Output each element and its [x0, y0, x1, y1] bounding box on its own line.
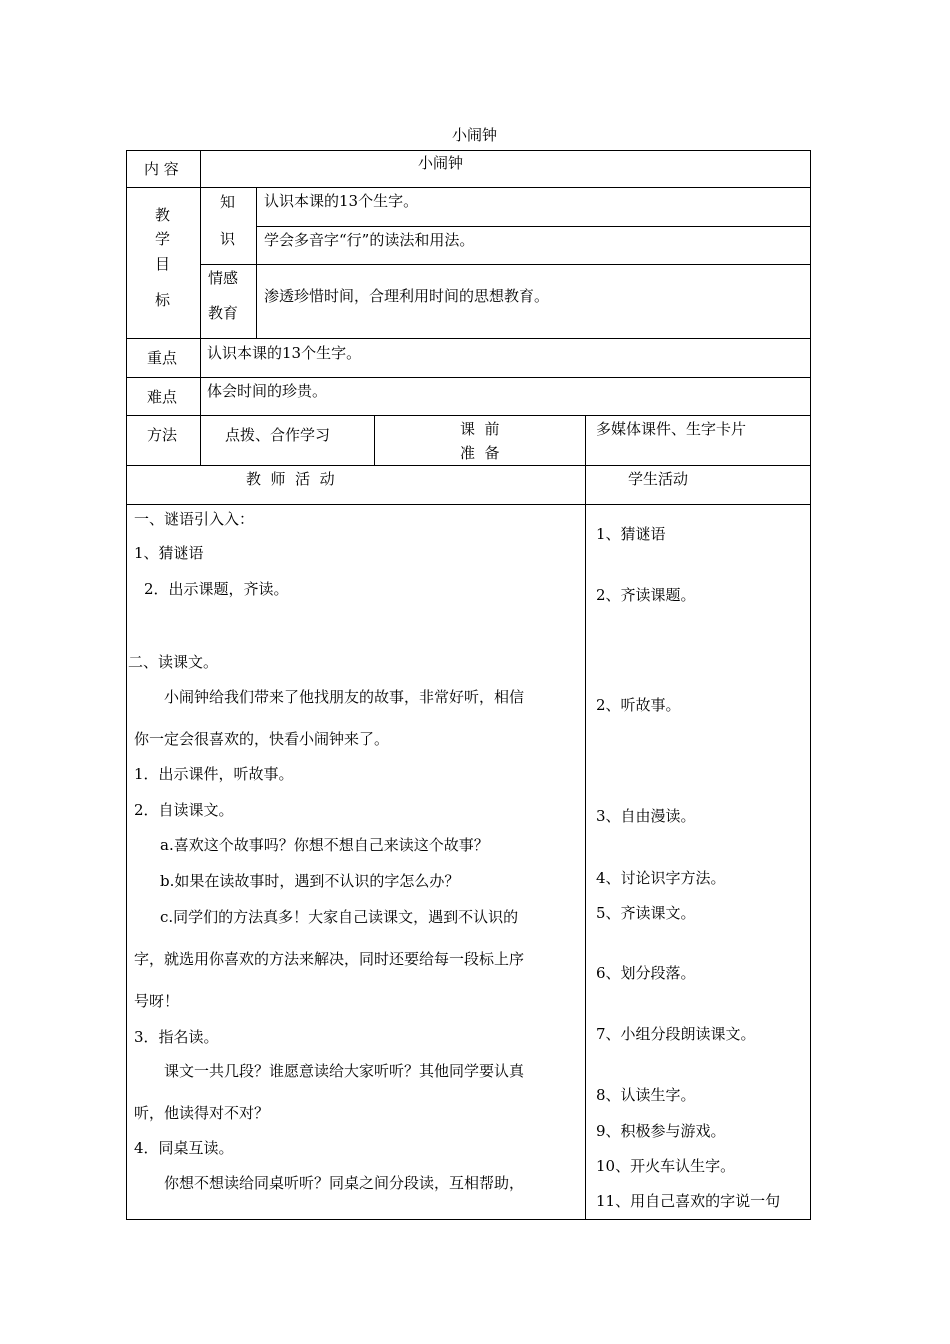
difficult-value: 体会时间的珍贵。	[207, 382, 328, 400]
teacher-line: 3．指名读。	[134, 1028, 219, 1046]
knowledge-item-2: 学会多音字“行”的读法和用法。	[264, 231, 475, 249]
teacher-line: b.如果在读故事时，遇到不认识的字怎么办？	[160, 872, 460, 890]
student-line: 9、积极参与游戏。	[596, 1122, 726, 1140]
teacher-line: 1、猜谜语	[134, 544, 204, 562]
student-line: 8、认读生字。	[596, 1086, 696, 1104]
teacher-line: 字，就选用你喜欢的方法来解决，同时还要给每一段标上序	[134, 950, 525, 968]
objectives-label-3: 目	[155, 255, 171, 273]
key-label: 重点	[147, 349, 178, 367]
student-line: 10、开火车认生字。	[596, 1157, 736, 1175]
teacher-line: 你想不想读给同桌听听？同桌之间分段读，互相帮助，	[164, 1174, 525, 1192]
student-activity-header: 学生活动	[628, 470, 689, 488]
student-line: 11、用自己喜欢的字说一句	[596, 1192, 781, 1210]
objectives-label-2: 学	[155, 230, 171, 248]
teacher-line: 二、读课文。	[128, 653, 219, 671]
student-line: 4、讨论识字方法。	[596, 869, 726, 887]
prep-label-1: 课 前	[460, 420, 500, 438]
difficult-label: 难点	[147, 388, 178, 406]
teacher-line: 一、谜语引入入：	[134, 510, 255, 528]
emotion-label-1: 情感	[208, 269, 239, 287]
student-line: 1、猜谜语	[596, 525, 666, 543]
document-title: 小闹钟	[452, 126, 498, 144]
student-line: 3、自由漫读。	[596, 807, 696, 825]
teacher-line: 小闹钟给我们带来了他找朋友的故事，非常好听，相信	[164, 688, 525, 706]
student-line: 7、小组分段朗读课文。	[596, 1025, 756, 1043]
prep-label-2: 准 备	[460, 444, 500, 462]
method-value: 点拨、合作学习	[225, 426, 331, 444]
teacher-line: 1．出示课件，听故事。	[134, 765, 294, 783]
knowledge-label-2: 识	[220, 230, 236, 248]
teacher-line: 号呀！	[134, 992, 180, 1010]
teacher-line: 听，他读得对不对？	[134, 1104, 270, 1122]
key-value: 认识本课的13个生字。	[207, 344, 362, 362]
student-line: 2、听故事。	[596, 696, 681, 714]
method-label: 方法	[147, 426, 178, 444]
content-label: 内 容	[144, 160, 179, 178]
emotion-label-2: 教育	[208, 304, 239, 322]
teacher-activity-header: 教 师 活 动	[246, 470, 335, 488]
emotion-value: 渗透珍惜时间，合理利用时间的思想教育。	[264, 287, 550, 305]
teacher-line: 2．自读课文。	[134, 801, 234, 819]
teacher-line: 2．出示课题，齐读。	[144, 580, 289, 598]
student-line: 2、齐读课题。	[596, 586, 696, 604]
teacher-line: c.同学们的方法真多！大家自己读课文，遇到不认识的	[160, 908, 519, 926]
content-value: 小闹钟	[418, 154, 464, 172]
teacher-line: 你一定会很喜欢的，快看小闹钟来了。	[134, 730, 390, 748]
knowledge-item-1: 认识本课的13个生字。	[264, 192, 419, 210]
student-line: 5、齐读课文。	[596, 904, 696, 922]
objectives-label-4: 标	[155, 291, 171, 309]
teacher-line: 4．同桌互读。	[134, 1139, 234, 1157]
teacher-line: 课文一共几段？谁愿意读给大家听听？其他同学要认真	[164, 1062, 525, 1080]
knowledge-label-1: 知	[220, 193, 236, 211]
prep-value: 多媒体课件、生字卡片	[596, 420, 747, 438]
student-line: 6、划分段落。	[596, 964, 696, 982]
teacher-line: a.喜欢这个故事吗？你想不想自己来读这个故事？	[160, 836, 489, 854]
objectives-label-1: 教	[155, 206, 171, 224]
